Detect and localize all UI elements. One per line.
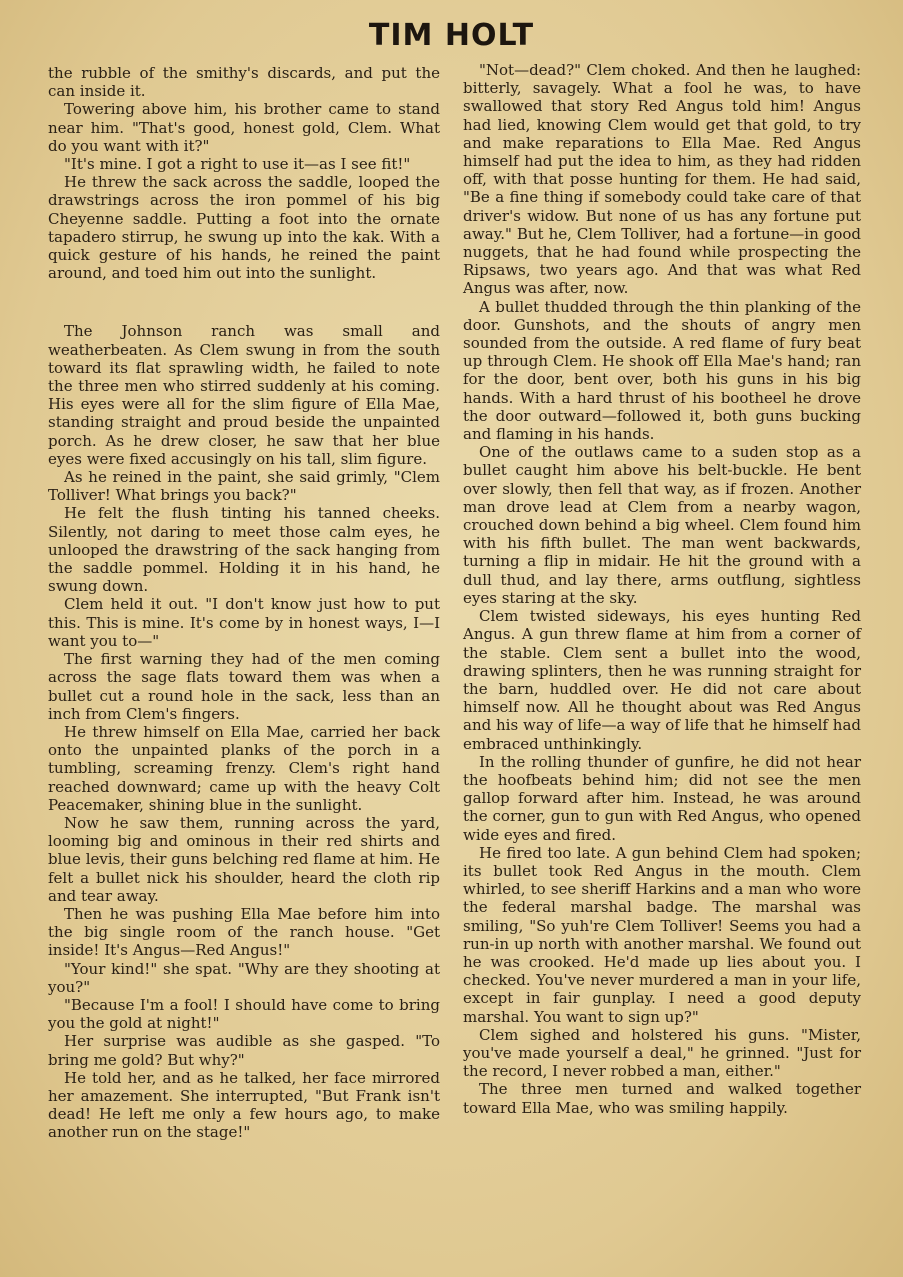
paragraph: Towering above him, his brother came to stand near him. "That's good, honest gold, Clem. What do you want with it?" [48, 100, 440, 155]
paragraph: Now he saw them, running across the yard, looming big and ominous in their red shirts and blue levis, their guns belching red flame at him. He felt a bullet nick his shoulder, heard the cloth rip and tear away. [48, 813, 440, 905]
paragraph: Clem twisted sideways, his eyes hunting Red Angus. A gun threw flame at him from a corner of the stable. Clem sent a bullet into the wood, drawing splinters, then he was running straight for the barn, huddled over. He did not care about himself now. All he thought about was Red Angus and his way of life—a way of life that he himself had embraced unthinkingly. [463, 607, 861, 753]
paragraph: Clem held it out. "I don't know just how to put this. This is mine. It's come by in honest ways, I—I want you to—" [48, 595, 440, 650]
page-title: TIM HOLT [368, 18, 535, 53]
left-column [48, 64, 440, 1142]
paragraph: "Because I'm a fool! I should have come to bring you the gold at night!" [48, 995, 440, 1033]
paragraph: "It's mine. I got a right to use it—as I see fit!" [64, 155, 411, 174]
paragraph: In the rolling thunder of gunfire, he did not hear the hoofbeats behind him; did not see the men gallop forward after him. Instead, he was around the corner, gun to gun with Red Angus, who opened wide eyes and fired. [463, 752, 861, 844]
paragraph: One of the outlaws came to a suden stop as a bullet caught him above his belt-buckle. He bent over slowly, then fell that way, as if frozen. Another man drove lead at Clem from a nearby wagon, crouched down behind a big wheel. Clem found him with his fifth bullet. The man went backwards, turning a flip in midair. He hit the ground with a dull thud, and lay there, arms outflung, sightless eyes staring at the sky. [463, 443, 861, 607]
paragraph: "Your kind!" she spat. "Why are they shooting at you?" [48, 959, 440, 996]
paragraph: The three men turned and walked together toward Ella Mae, who was smiling happily. [463, 1080, 861, 1117]
paragraph: the rubble of the smithy's discards, and put the can inside it. [48, 64, 440, 101]
paragraph: He told her, and as he talked, her face mirrored her amazement. She interrupted, "But Frank isn't dead! He left me only a few hours ago, to make another run on the stage!" [48, 1068, 440, 1142]
paragraph: Clem sighed and holstered his guns. "Mister, you've made yourself a deal," he grinned. "Just for the record, I never robbed a man, either." [463, 1025, 861, 1081]
paragraph: Then he was pushing Ella Mae before him into the big single room of the ranch house. "Get inside! It's Angus—Red Angus!" [48, 904, 440, 960]
paragraph: He fired too late. A gun behind Clem had spoken; its bullet took Red Angus in the mouth. Clem whirled, to see sheriff Harkins and a man who wore the federal marshal badge. The marshal was smiling, "So yuh're Clem Tolliver! Seems you had a run-in up north with another marshal. We found out he was crooked. He'd made up lies about you. I checked. You've never murdered a man in your life, except in fair gunplay. I need a good deputy marshal. You want to sign up?" [463, 843, 861, 1026]
paragraph: He threw the sack across the saddle, looped the drawstrings across the iron pommel of his big Cheyenne saddle. Putting a foot into the ornate tapadero stirrup, he swung up into the kak. With a quick gesture of his hands, he reined the paint around, and toed him out into the sunlight. [48, 173, 440, 283]
paragraph: The Johnson ranch was small and weatherbeaten. As Clem swung in from the south toward its flat sprawling width, he failed to note the three men who stirred suddenly at his coming. His eyes were all for the slim figure of Ella Mae, standing straight and proud beside the unpainted porch. As he drew closer, he saw that her blue eyes were fixed accusingly on his tall, slim figure. [48, 322, 440, 468]
right-column [463, 61, 861, 1117]
paragraph: He felt the flush tinting his tanned cheeks. Silently, not daring to meet those calm eyes, he unlooped the drawstring of the sack hanging from the saddle pommel. Holding it in his hand, he swung down. [48, 504, 440, 596]
paragraph: He threw himself on Ella Mae, carried her back onto the unpainted planks of the porch in a tumbling, screaming frenzy. Clem's right hand reached downward; came up with the heavy Colt Peacemaker, shining blue in the sunlight. [48, 722, 440, 814]
section-break [48, 282, 440, 322]
paragraph: "Not—dead?" Clem choked. And then he laughed: bitterly, savagely. What a fool he was, to have swallowed that story Red Angus told him! Angus had lied, knowing Clem would get that gold, to try and make reparations to Ella Mae. Red Angus himself had put the idea to him, as they had ridden off, with that posse hunting for them. He had said, "Be a fine thing if somebody could take care of that driver's widow. But none of us has any fortune put away." But he, Clem Tolliver, had a fortune—in good nuggets, that he had found while prospecting the Ripsaws, two years ago. And that was what Red Angus was after, now. [463, 61, 861, 298]
paragraph: A bullet thudded through the thin planking of the door. Gunshots, and the shouts of angry men sounded from the outside. A red flame of fury beat up through Clem. He shook off Ella Mae's hand; ran for the door, bent over, both his guns in his big hands. With a hard thrust of his bootheel he drove the door outward—followed it, both guns bucking and flaming in his hands. [463, 297, 861, 444]
paragraph: The first warning they had of the men coming across the sage flats toward them was when a bullet cut a round hole in the sack, less than an inch from Clem's fingers. [48, 650, 440, 723]
paragraph: Her surprise was audible as she gasped. "To bring me gold? But why?" [48, 1032, 440, 1069]
paragraph: As he reined in the paint, she said grimly, "Clem Tolliver! What brings you back?" [48, 468, 440, 505]
